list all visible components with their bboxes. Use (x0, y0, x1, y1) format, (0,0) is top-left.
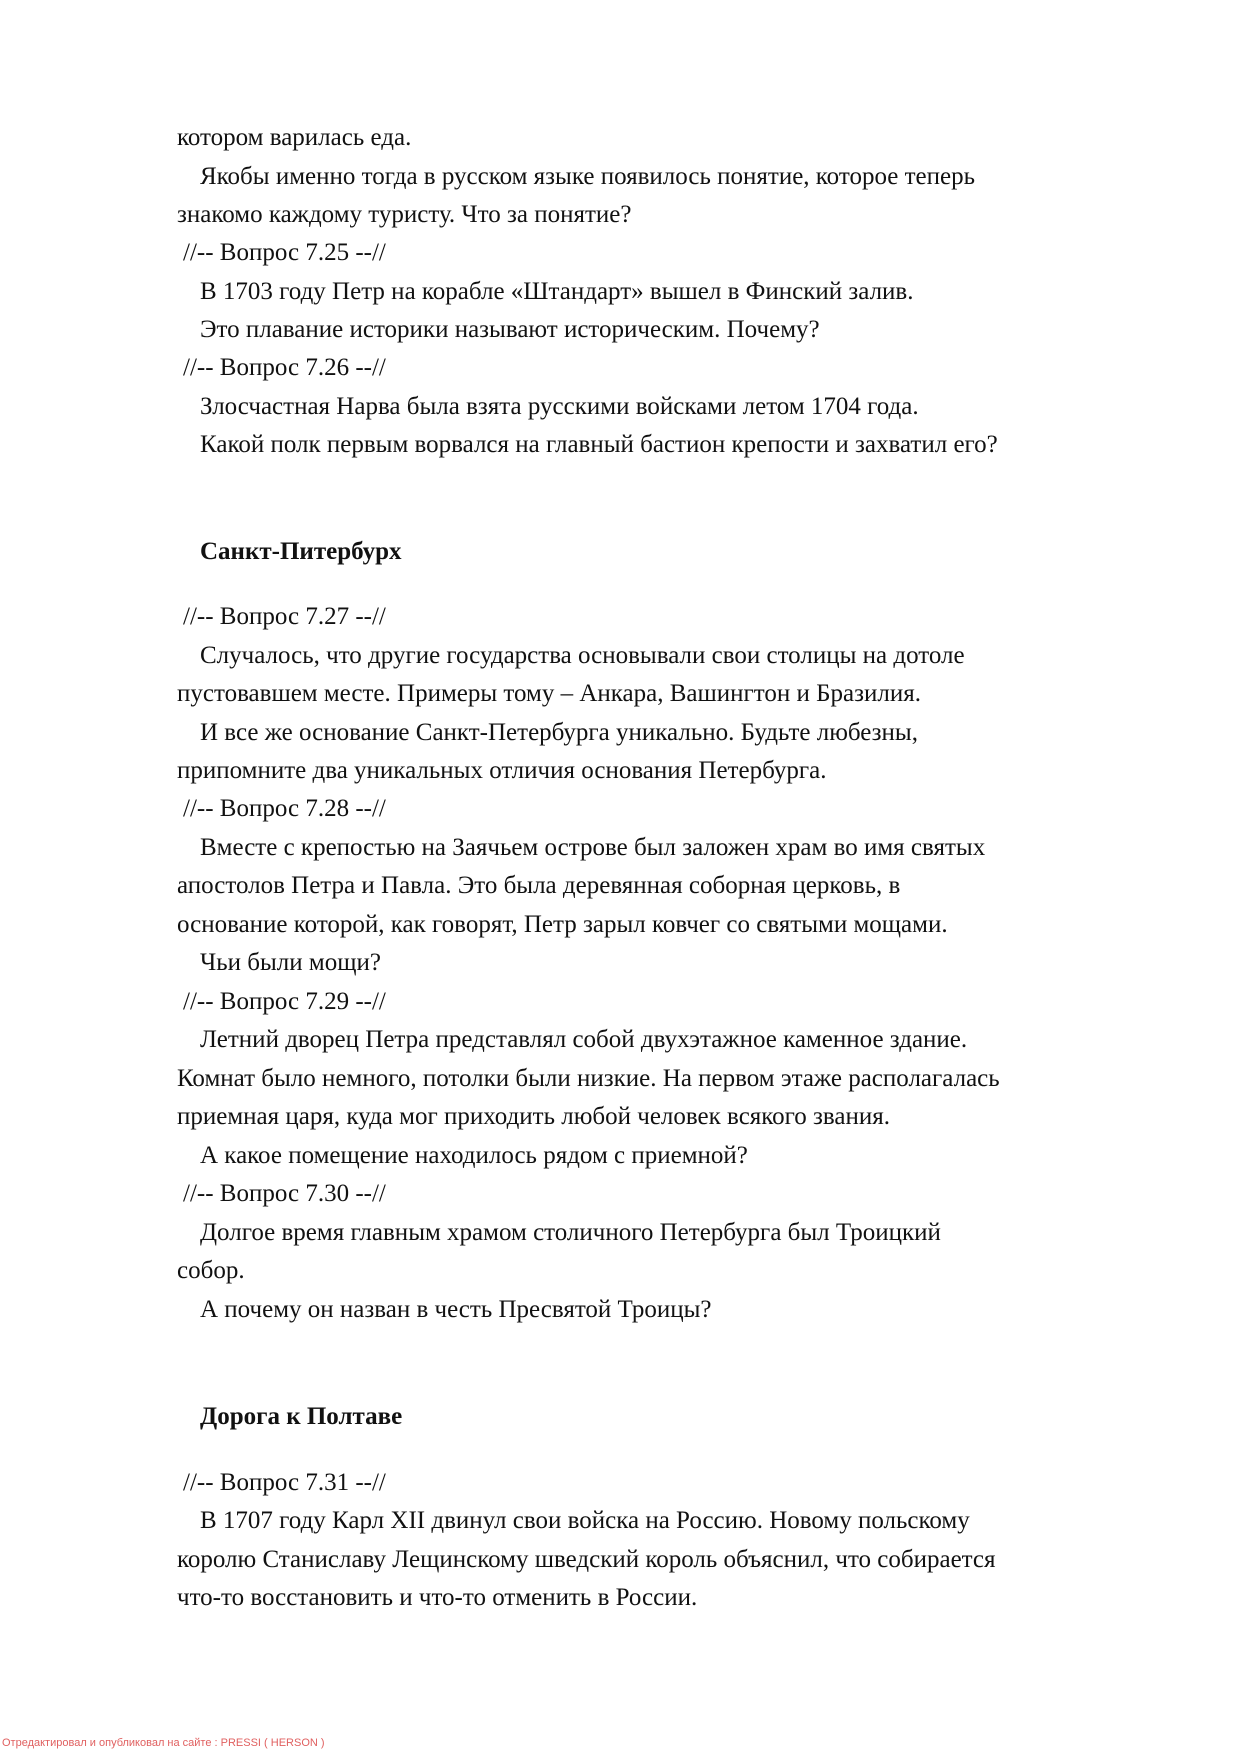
text-line: Это плавание историки называют историческим. Почему? (200, 316, 820, 343)
text-line: В 1703 году Петр на корабле «Штандарт» вышел в Финский залив. (200, 278, 914, 305)
question-marker: //-- Вопрос 7.31 --// (183, 1469, 386, 1496)
text-line: пустовавшем месте. Примеры тому – Анкара, Вашингтон и Бразилия. (177, 680, 921, 707)
text-line: основание которой, как говорят, Петр зарыл ковчег со святыми мощами. (177, 911, 948, 938)
text-line: что-то восстановить и что-то отменить в России. (177, 1584, 698, 1611)
question-marker: //-- Вопрос 7.27 --// (183, 603, 386, 630)
text-line: знакомо каждому туристу. Что за понятие? (177, 201, 632, 228)
text-line: Чьи были мощи? (200, 949, 381, 976)
question-marker: //-- Вопрос 7.26 --// (183, 354, 386, 381)
text-line: собор. (177, 1257, 245, 1284)
text-line: Вместе с крепостью на Заячьем острове был заложен храм во имя святых (200, 834, 986, 861)
text-line: Комнат было немного, потолки были низкие. На первом этаже располагалась (177, 1065, 1000, 1092)
text-line: А какое помещение находилось рядом с приемной? (200, 1142, 748, 1169)
section-heading: Дорога к Полтаве (200, 1403, 403, 1430)
text-line: Злосчастная Нарва была взята русскими войсками летом 1704 года. (200, 393, 919, 420)
question-marker: //-- Вопрос 7.30 --// (183, 1180, 386, 1207)
text-line: Случалось, что другие государства основывали свои столицы на дотоле (200, 642, 965, 669)
footer-credit: Отредактировал и опубликовал на сайте : PRESSI ( HERSON ) (2, 1737, 325, 1749)
text-line: припомните два уникальных отличия основания Петербурга. (177, 757, 827, 784)
text-line: апостолов Петра и Павла. Это была деревянная соборная церковь, в (177, 872, 901, 899)
section-heading: Санкт-Питербурх (200, 538, 402, 565)
text-line: В 1707 году Карл XII двинул свои войска на Россию. Новому польскому (200, 1507, 970, 1534)
question-marker: //-- Вопрос 7.25 --// (183, 239, 386, 266)
text-line: Какой полк первым ворвался на главный бастион крепости и захватил его? (200, 431, 998, 458)
question-marker: //-- Вопрос 7.29 --// (183, 988, 386, 1015)
text-line: приемная царя, куда мог приходить любой человек всякого звания. (177, 1103, 891, 1130)
text-line: Долгое время главным храмом столичного Петербурга был Троицкий (200, 1219, 941, 1246)
text-line: Якобы именно тогда в русском языке появилось понятие, которое теперь (200, 163, 975, 190)
text-line: А почему он назван в честь Пресвятой Троицы? (200, 1296, 712, 1323)
text-line: Летний дворец Петра представлял собой двухэтажное каменное здание. (200, 1026, 968, 1053)
text-line: И все же основание Санкт-Петербурга уникально. Будьте любезны, (200, 719, 918, 746)
text-line: королю Станиславу Лещинскому шведский король объяснил, что собирается (177, 1546, 996, 1573)
question-marker: //-- Вопрос 7.28 --// (183, 795, 386, 822)
text-line: котором варилась еда. (177, 124, 412, 151)
